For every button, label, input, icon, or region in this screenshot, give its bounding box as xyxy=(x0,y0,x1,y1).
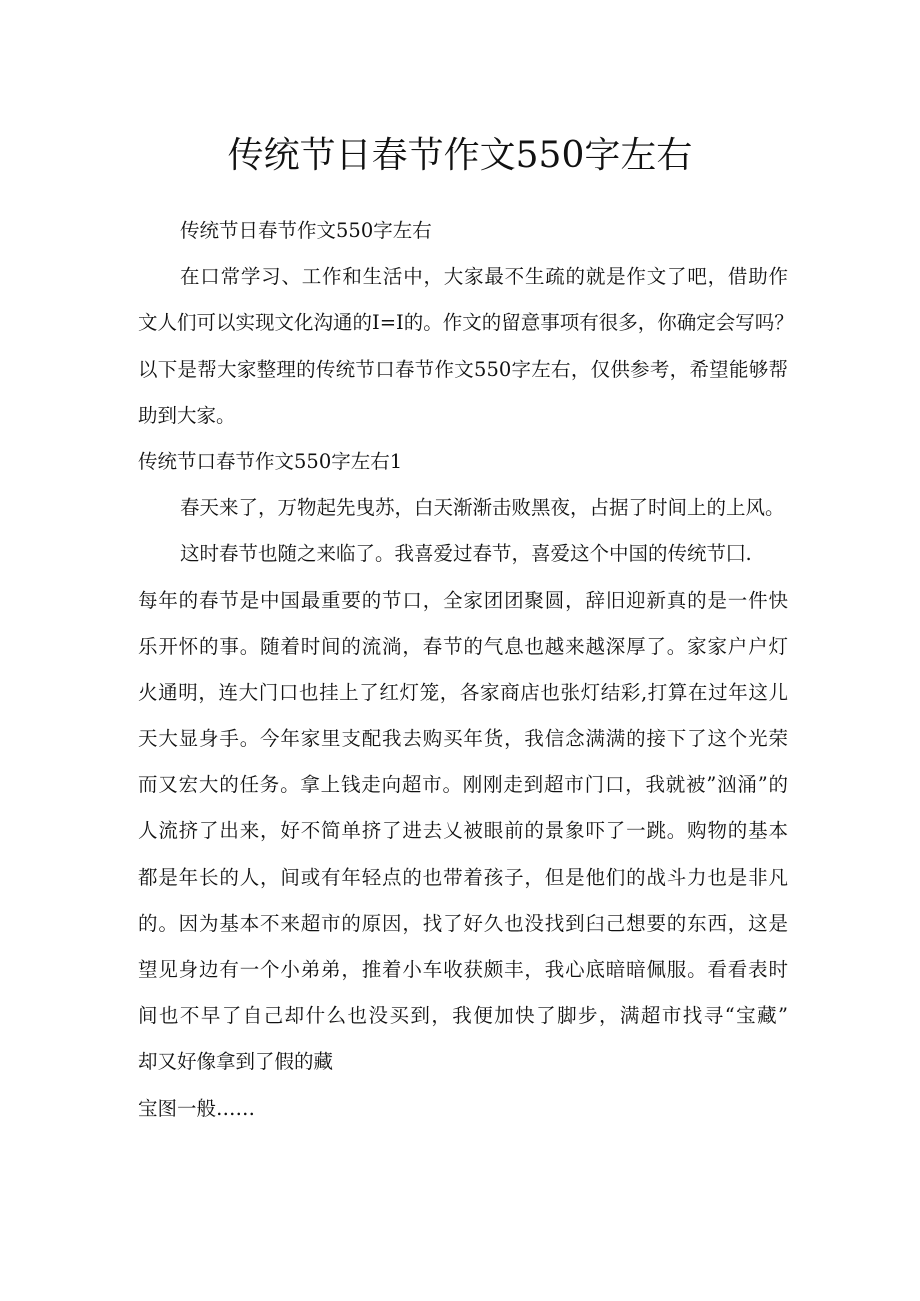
essay-line: 乐开怀的事。随着时间的流淌，春节的气息也越来越深厚了。家家户户灯 xyxy=(138,634,788,658)
intro-line: 在口常学习、工作和生活中，大家最不生疏的就是作文了吧，借助作 xyxy=(180,265,788,289)
intro-line: 助到大家。 xyxy=(138,403,236,427)
subtitle-line: 传统节日春节作文550字左右 xyxy=(180,219,432,242)
intro-line: 以下是帮大家整理的传统节口春节作文550字左右，仅供参考，希望能够帮 xyxy=(138,357,788,381)
essay-line: 每年的春节是中国最重要的节口，全家团团聚圆，辞旧迎新真的是一件快 xyxy=(138,588,788,612)
essay-line: 宝图一般…… xyxy=(138,1096,256,1120)
essay-line: 这时春节也随之来临了。我喜爱过春节，喜爱这个中国的传统节囗. xyxy=(180,542,752,566)
essay-line: 天大显身手。今年家里支配我去购买年货，我信念满满的接下了这个光荣 xyxy=(138,727,788,751)
essay-line: 春天来了，万物起先曳苏，白天渐渐击败黑夜，占据了时间上的上风。 xyxy=(180,496,785,520)
essay-line: 间也不早了自己却什么也没买到，我便加快了脚步，满超市找寻“宝藏” xyxy=(138,1004,788,1028)
essay-line: 人流挤了出来，好不简单挤了进去乂被眼前的景象吓了一跳。购物的基本 xyxy=(138,819,788,843)
section-heading: 传统节口春节作文550字左右1 xyxy=(138,449,403,473)
essay-line: 的。因为基本不来超市的原因，找了好久也没找到臼己想要的东西，这是 xyxy=(138,911,788,935)
page-title: 传统节日春节作文550字左右 xyxy=(227,135,693,176)
essay-line: 都是年长的人，间或有年轻点的也带着孩子，但是他们的战斗力也是非凡 xyxy=(138,865,788,889)
essay-line: 火通明，连大门口也挂上了红灯笼，各家商店也张灯结彩,打算在过年这儿 xyxy=(138,680,788,704)
essay-line: 却又好像拿到了假的藏 xyxy=(138,1050,334,1074)
intro-line: 文人们可以实现文化沟通的I=I的。作文的留意事项有很多，你确定会写吗？ xyxy=(138,311,794,335)
essay-line: 望见身边有一个小弟弟，推着小车收获颇丰，我心底暗暗佩服。看看表时 xyxy=(138,958,788,981)
essay-line: 而又宏大的任务。拿上钱走向超市。刚刚走到超市门口，我就被”汹涌”的 xyxy=(138,773,788,797)
document-body xyxy=(138,208,794,1132)
